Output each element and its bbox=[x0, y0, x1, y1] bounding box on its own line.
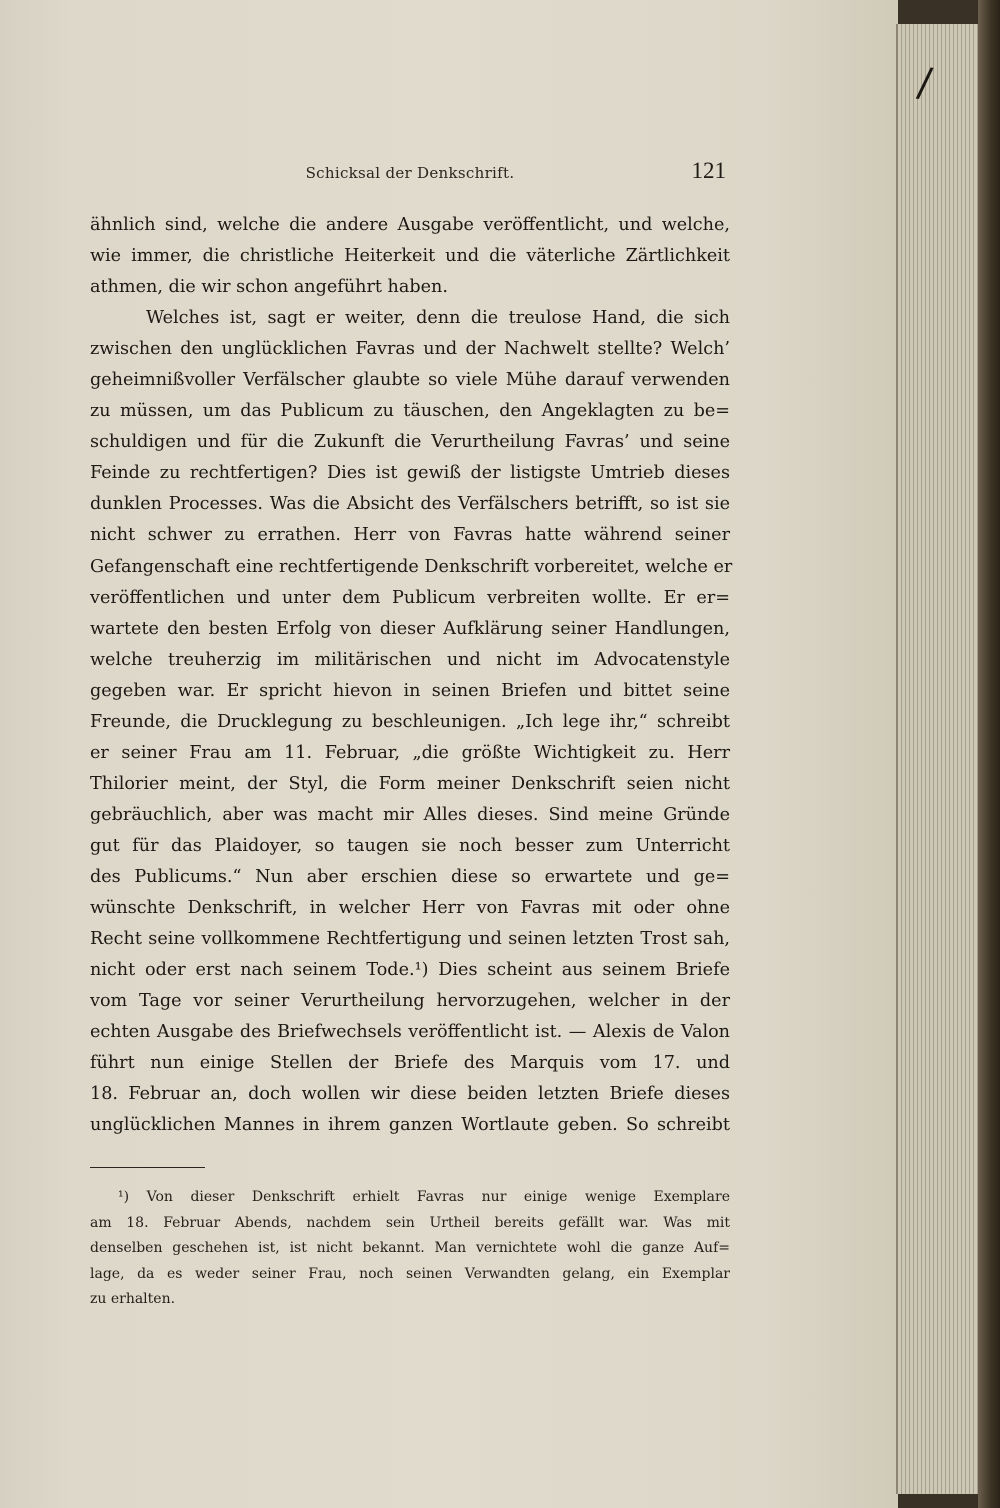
text-line: vom Tage vor seiner Verurtheilung hervorzugehen, welcher in der bbox=[90, 991, 730, 1012]
footnote-line: zu erhalten. bbox=[90, 1291, 176, 1308]
text-line: Freunde, die Drucklegung zu beschleunigen. „Ich lege ihr,“ schreibt bbox=[90, 711, 730, 732]
text-line: schuldigen und für die Zukunft die Verurtheilung Favras’ und seine bbox=[90, 432, 730, 453]
page-edge-stack bbox=[896, 24, 982, 1494]
text-line: welche treuherzig im militärischen und nicht im Advocatenstyle bbox=[90, 649, 730, 670]
page-header bbox=[90, 158, 730, 188]
text-line: nicht schwer zu errathen. Herr von Favras hatte während seiner bbox=[90, 525, 730, 546]
footnote-line: am 18. Februar Abends, nachdem sein Urtheil bereits gefällt war. Was mit bbox=[90, 1214, 730, 1231]
footnote-line: denselben geschehen ist, ist nicht bekannt. Man vernichtete wohl die ganze Auf= bbox=[90, 1240, 730, 1257]
text-line: führt nun einige Stellen der Briefe des Marquis vom 17. und bbox=[90, 1053, 730, 1074]
text-line: Gefangenschaft eine rechtfertigende Denkschrift vorbereitet, welche er bbox=[90, 556, 733, 577]
text-line: des Publicums.“ Nun aber erschien diese so erwartete und ge= bbox=[90, 866, 730, 887]
text-line: gegeben war. Er spricht hievon in seinen Briefen und bittet seine bbox=[90, 680, 730, 701]
book-cover-edge bbox=[978, 0, 1000, 1508]
footnote-divider bbox=[90, 1167, 205, 1168]
text-line: nicht oder erst nach seinem Tode.¹) Dies scheint aus seinem Briefe bbox=[90, 960, 730, 981]
footnote-line: ¹) Von dieser Denkschrift erhielt Favras nur einige wenige Exemplare bbox=[118, 1189, 730, 1205]
text-line: gebräuchlich, aber was macht mir Alles dieses. Sind meine Gründe bbox=[90, 804, 730, 825]
text-line: athmen, die wir schon angeführt haben. bbox=[90, 277, 448, 298]
margin-mark: / bbox=[914, 59, 935, 107]
text-line: er seiner Frau am 11. Februar, „die größte Wichtigkeit zu. Herr bbox=[90, 742, 730, 763]
text-line: geheimnißvoller Verfälscher glaubte so viele Mühe darauf verwenden bbox=[90, 370, 730, 391]
text-line: 18. Februar an, doch wollen wir diese beiden letzten Briefe dieses bbox=[90, 1084, 730, 1105]
text-line: gut für das Plaidoyer, so taugen sie noch besser zum Unterricht bbox=[90, 835, 730, 856]
text-line: wie immer, die christliche Heiterkeit und die väterliche Zärtlichkeit bbox=[90, 246, 730, 267]
text-line: veröffentlichen und unter dem Publicum verbreiten wollte. Er er= bbox=[90, 587, 730, 608]
text-line: Thilorier meint, der Styl, die Form meiner Denkschrift seien nicht bbox=[90, 773, 730, 794]
text-line: zu müssen, um das Publicum zu täuschen, den Angeklagten zu be= bbox=[90, 401, 730, 422]
page-number: 121 bbox=[691, 158, 726, 183]
text-line: dunklen Processes. Was die Absicht des Verfälschers betrifft, so ist sie bbox=[90, 494, 730, 515]
text-line: Recht seine vollkommene Rechtfertigung und seinen letzten Trost sah, bbox=[90, 929, 730, 950]
running-title: Schicksal der Denkschrift. bbox=[305, 164, 515, 182]
text-line: ähnlich sind, welche die andere Ausgabe veröffentlicht, und welche, bbox=[90, 215, 730, 235]
text-line: Feinde zu rechtfertigen? Dies ist gewiß der listigste Umtrieb dieses bbox=[90, 463, 730, 484]
footnote bbox=[90, 1185, 730, 1313]
text-line: wartete den besten Erfolg von dieser Aufklärung seiner Handlungen, bbox=[90, 618, 730, 639]
text-line: Welches ist, sagt er weiter, denn die treulose Hand, die sich bbox=[146, 308, 730, 329]
text-line: unglücklichen Mannes in ihrem ganzen Wortlaute geben. So schreibt bbox=[90, 1115, 730, 1136]
text-line: wünschte Denkschrift, in welcher Herr von Favras mit oder ohne bbox=[90, 898, 730, 919]
text-line: echten Ausgabe des Briefwechsels veröffentlicht ist. — Alexis de Valon bbox=[90, 1022, 730, 1043]
text-line: zwischen den unglücklichen Favras und der Nachwelt stellte? Welch’ bbox=[90, 339, 730, 360]
body-text bbox=[90, 210, 733, 1141]
footnote-line: lage, da es weder seiner Frau, noch seinen Verwandten gelang, ein Exemplar bbox=[90, 1265, 730, 1282]
